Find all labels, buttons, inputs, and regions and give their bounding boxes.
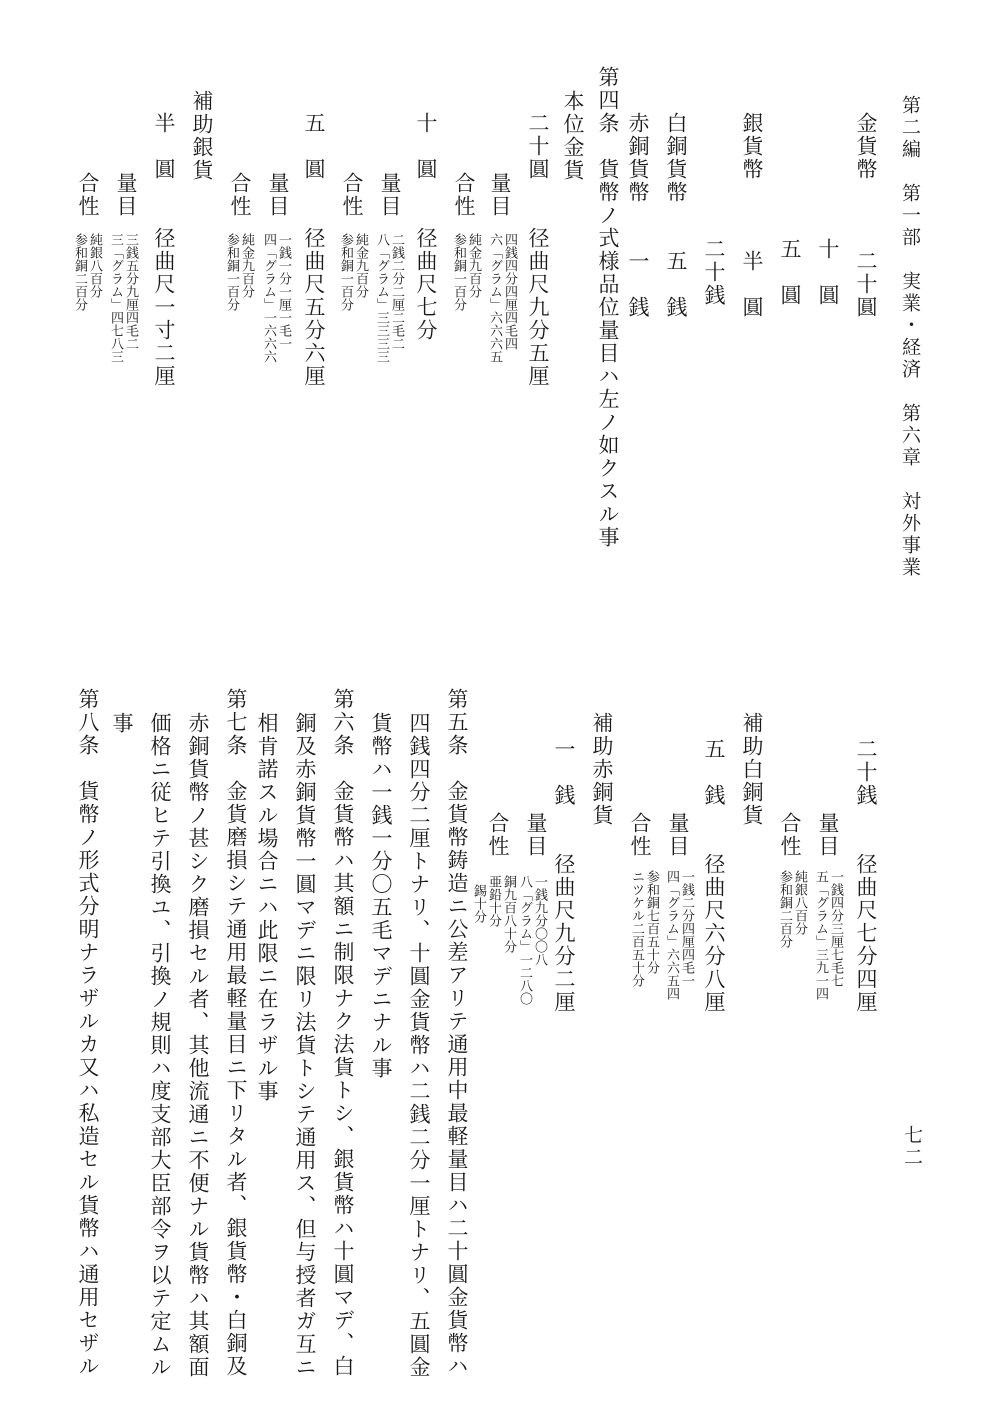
alloy-value: 参和銅二百分 [777,870,792,948]
upper-line: 白銅貨幣 五 銭 [664,112,688,319]
weight-label: 量目 [114,172,138,218]
page-number: 七二 [901,1125,923,1169]
alloy-label: 合性 [778,812,802,858]
alloy-value: 参和銅一百分 [224,233,239,311]
alloy-value: 亜鉛十分 [486,875,501,927]
article-text: 赤銅貨幣ノ甚シク磨損セル者、其他流通ニ不便ナル貨幣ハ其額面 [186,712,210,1379]
section-heading: 補助銀貨 [190,90,214,182]
weight-value: 二銭二分二厘二毛二 [389,233,404,350]
alloy-label: 合性 [452,172,476,218]
weight-value: 八「グラム」一二八〇 [517,875,532,1005]
upper-line: 銀貨幣 半 圓 [740,112,764,319]
weight-value: 八「グラム」三三三三 [374,233,389,363]
weight-value: 一銭四分三厘七毛七 [828,870,843,987]
article-text: 価格ニ従ヒテ引換ユ、引換ノ規則ハ度支部大臣部令ヲ以テ定ムル [148,712,172,1379]
alloy-value: 純金九百分 [466,233,481,298]
alloy-value: 錫十分 [471,884,486,923]
section-heading: 本位金貨 [561,90,585,182]
section-heading: 補助赤銅貨 [590,712,614,827]
article-4: 第四条 貨幣ノ式様品位量目ハ左ノ如クスル事 [596,66,620,549]
article-8: 第八条 貨幣ノ形式分明ナラザルカ又ハ私造セル貨幣ハ通用セザル [76,688,100,1378]
alloy-label: 合性 [228,172,252,218]
coin-spec-line: 五 銭 径曲尺六分八厘 [702,738,726,1014]
weight-value: 六「グラム」六六六五 [487,233,502,363]
upper-line: 十 圓 [816,238,840,307]
alloy-label: 合性 [486,812,510,858]
alloy-value: 参和銅一百分 [338,233,353,311]
alloy-label: 合性 [340,172,364,218]
weight-value: 四「グラム」六六五四 [664,870,679,1000]
coin-spec-line: 二十銭 径曲尺七分四厘 [854,738,878,1014]
weight-value: 四「グラム」一六六六 [261,233,276,363]
weight-value: 三銭五分九厘四毛二 [123,233,138,350]
article-text: 事 [110,712,134,735]
coin-spec-line: 十 圓 径曲尺七分 [414,112,438,342]
weight-value: 一銭一分一厘一毛一 [276,233,291,350]
coin-spec-line: 二十圓 径曲尺九分五厘 [526,112,550,388]
running-header: 第二編 第一部 実業・経済 第六章 対外事業 [899,95,921,579]
alloy-value: ニツケル二百五十分 [629,870,644,987]
weight-value: 四銭四分四厘四毛四 [502,233,517,350]
alloy-value: 参和銅七百五十分 [644,870,659,974]
alloy-value: 参和銅一百分 [451,233,466,311]
alloy-value: 純銀八百分 [792,870,807,935]
alloy-value: 純銀八百分 [87,233,102,298]
weight-value: 五「グラム」三九一四 [813,870,828,1000]
weight-label: 量目 [488,172,512,218]
weight-value: 一銭二分四厘四毛一 [679,870,694,987]
alloy-label: 合性 [628,812,652,858]
weight-label: 量目 [666,812,690,858]
upper-line: 二十銭 [702,238,726,307]
alloy-value: 参和銅二百分 [72,233,87,311]
weight-value: 三「グラム」四七八三 [108,233,123,363]
upper-line: 赤銅貨幣 一 銭 [626,112,650,319]
section-heading: 補助白銅貨 [740,712,764,827]
weight-value: 一銭九分〇〇八 [532,875,547,966]
coin-spec-line: 半 圓 径曲尺一寸二厘 [152,112,176,388]
article-text: 四銭四分二厘トナリ、十圓金貨幣ハ二銭二分一厘トナリ、五圓金 [407,712,431,1379]
alloy-label: 合性 [76,172,100,218]
coin-spec-line: 五 圓 径曲尺五分六厘 [302,112,326,388]
article-6: 第六条 金貨幣ハ其額ニ制限ナク法貨トシ、銀貨幣ハ十圓マデ、白 [331,688,355,1378]
upper-line: 金貨幣 二十圓 [854,112,878,319]
article-7: 第七条 金貨磨損シテ通用最軽量目ニ下リタル者、銀貨幣・白銅及 [224,688,248,1378]
weight-label: 量目 [378,172,402,218]
article-text: 相肯諾スル場合ニハ此限ニ在ラザル事 [255,712,279,1103]
article-5: 第五条 金貨幣鋳造ニ公差アリテ通用中最軽量目ハ二十圓金貨幣ハ [445,688,469,1378]
article-text: 貨幣ハ一銭一分〇五毛マデニナル事 [369,712,393,1080]
alloy-value: 純金九百分 [239,233,254,298]
article-text: 銅及赤銅貨幣一圓マデニ限リ法貨トシテ通用ス、但与授者ガ互ニ [293,712,317,1379]
alloy-value: 純金九百分 [353,233,368,298]
alloy-value: 銅九百八十分 [501,875,516,953]
coin-spec-line: 一 銭 径曲尺九分二厘 [552,738,576,1014]
weight-label: 量目 [816,812,840,858]
weight-label: 量目 [266,172,290,218]
upper-line: 五 圓 [778,238,802,307]
weight-label: 量目 [524,812,548,858]
